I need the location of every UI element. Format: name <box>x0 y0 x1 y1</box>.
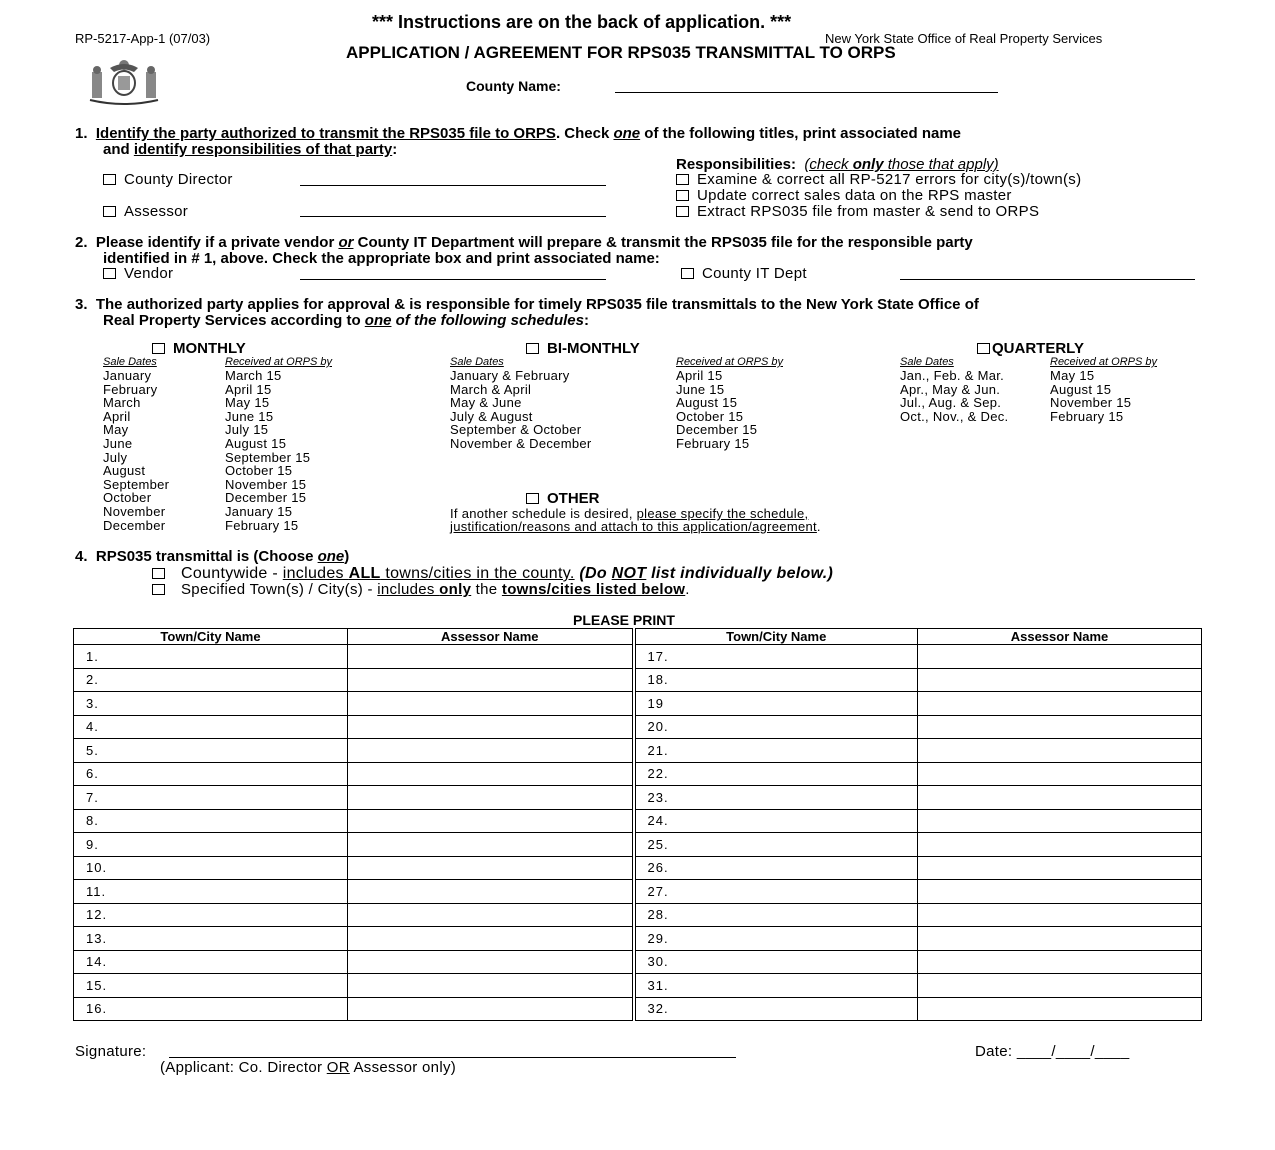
county-director-option[interactable]: County Director <box>103 171 233 188</box>
bimonthly-received-header: Received at ORPS by <box>676 356 783 368</box>
monthly-sale-date: April <box>103 408 131 424</box>
right-town-header: Town/City Name <box>634 629 918 645</box>
left-assessor-cell[interactable] <box>348 997 634 1021</box>
right-town-cell[interactable] <box>634 786 918 810</box>
right-town-cell[interactable] <box>634 974 918 998</box>
specified-checkbox[interactable] <box>152 584 165 595</box>
quarterly-received-date: February 15 <box>1050 408 1124 424</box>
row-number: 21. <box>647 742 669 758</box>
row-number: 2. <box>86 672 99 688</box>
right-assessor-cell[interactable] <box>918 739 1202 763</box>
left-assessor-cell[interactable] <box>348 762 634 786</box>
right-assessor-cell[interactable] <box>918 786 1202 810</box>
right-town-cell[interactable] <box>634 856 918 880</box>
signature-label: Signature: <box>75 1043 147 1060</box>
quarterly-sale-date: Apr., May & Jun. <box>900 381 1001 397</box>
row-number: 6. <box>86 766 99 782</box>
monthly-received-date: January 15 <box>225 504 293 519</box>
table-row <box>74 856 1202 880</box>
row-number: 25. <box>647 836 669 852</box>
left-town-cell[interactable] <box>74 715 348 739</box>
row-number: 26. <box>647 860 669 876</box>
table-row <box>74 833 1202 857</box>
left-assessor-cell[interactable] <box>348 786 634 810</box>
right-town-cell[interactable] <box>634 997 918 1021</box>
left-town-cell[interactable] <box>74 856 348 880</box>
right-assessor-cell[interactable] <box>918 668 1202 692</box>
right-assessor-header: Assessor Name <box>918 629 1202 645</box>
other-instructions: If another schedule is desired, please specify the schedule, <box>450 506 809 521</box>
table-row <box>74 786 1202 810</box>
right-assessor-cell[interactable] <box>918 974 1202 998</box>
right-assessor-cell[interactable] <box>918 715 1202 739</box>
right-town-cell[interactable] <box>634 762 918 786</box>
section1-heading: 1. Identify the party authorized to transmit the RPS035 file to ORPS. Check one of the following titles, print associated name <box>75 125 962 142</box>
monthly-received-date: September 15 <box>225 449 311 465</box>
monthly-sale-date: March <box>103 395 141 411</box>
right-assessor-cell[interactable] <box>918 833 1202 857</box>
responsibility-examine-checkbox[interactable] <box>676 174 689 185</box>
left-town-cell[interactable] <box>74 762 348 786</box>
right-town-cell[interactable] <box>634 645 918 669</box>
left-assessor-cell[interactable] <box>348 950 634 974</box>
quarterly-received-date: May 15 <box>1050 368 1095 383</box>
bimonthly-sale-date: May & June <box>450 395 522 411</box>
table-row <box>74 645 1202 669</box>
table-row <box>74 997 1202 1021</box>
quarterly-received-date: August 15 <box>1050 381 1112 397</box>
row-number: 19 <box>647 695 664 711</box>
other-option[interactable]: OTHER <box>526 490 600 507</box>
left-assessor-cell[interactable] <box>348 739 634 763</box>
responsibilities-header: Responsibilities: (check only those that apply) <box>676 156 999 173</box>
left-assessor-header: Assessor Name <box>348 629 634 645</box>
monthly-sale-date: January <box>103 368 152 383</box>
table-row <box>74 809 1202 833</box>
left-assessor-cell[interactable] <box>348 880 634 904</box>
right-assessor-cell[interactable] <box>918 997 1202 1021</box>
section2-heading: 2. Please identify if a private vendor or County IT Department will prepare & transmit the RPS035 file for the responsible party <box>75 234 973 251</box>
nys-seal-logo <box>88 58 160 106</box>
signature-field[interactable] <box>169 1057 736 1058</box>
section4-heading: 4. RPS035 transmittal is (Choose one) <box>75 548 350 565</box>
right-town-cell[interactable] <box>634 880 918 904</box>
section3-heading-line2: Real Property Services according to one of the following schedules: <box>103 312 589 329</box>
assessor-option[interactable]: Assessor <box>103 203 188 220</box>
row-number: 12. <box>86 907 108 923</box>
vendor-checkbox[interactable] <box>103 268 116 279</box>
quarterly-received-header: Received at ORPS by <box>1050 356 1157 368</box>
bimonthly-sale-date: July & August <box>450 408 533 424</box>
assessor-name-field[interactable] <box>300 216 606 217</box>
left-town-cell[interactable] <box>74 903 348 927</box>
bimonthly-received-date: August 15 <box>676 395 738 411</box>
left-assessor-cell[interactable] <box>348 833 634 857</box>
right-town-cell[interactable] <box>634 668 918 692</box>
quarterly-sale-date: Jul., Aug. & Sep. <box>900 395 1002 411</box>
right-assessor-cell[interactable] <box>918 692 1202 716</box>
left-town-cell[interactable] <box>74 833 348 857</box>
right-town-cell[interactable] <box>634 692 918 716</box>
table-row <box>74 927 1202 951</box>
responsibility-examine[interactable]: Examine & correct all RP-5217 errors for city(s)/town(s) <box>676 171 1081 188</box>
table-row <box>74 950 1202 974</box>
right-assessor-cell[interactable] <box>918 645 1202 669</box>
right-assessor-cell[interactable] <box>918 762 1202 786</box>
bimonthly-sale-date: January & February <box>450 368 570 383</box>
bimonthly-option[interactable]: BI-MONTHLY <box>526 340 640 357</box>
form-title: APPLICATION / AGREEMENT FOR RPS035 TRANSMITTAL TO ORPS <box>346 43 896 62</box>
monthly-sale-date: July <box>103 449 128 465</box>
row-number: 23. <box>647 789 669 805</box>
left-town-cell[interactable] <box>74 927 348 951</box>
table-row <box>74 974 1202 998</box>
row-number: 1. <box>86 648 99 664</box>
monthly-sale-date: May <box>103 422 129 438</box>
row-number: 16. <box>86 1001 108 1017</box>
responsibility-update[interactable]: Update correct sales data on the RPS master <box>676 187 1012 204</box>
row-number: 29. <box>647 930 669 946</box>
row-number: 13. <box>86 930 108 946</box>
date-field[interactable] <box>975 1043 1129 1060</box>
left-town-cell[interactable] <box>74 739 348 763</box>
countywide-option[interactable]: Countywide - includes ALL towns/cities in the county. (Do NOT list individually below.) <box>152 565 833 583</box>
monthly-received-date: October 15 <box>225 463 293 479</box>
left-town-cell[interactable] <box>74 880 348 904</box>
quarterly-sale-dates-header: Sale Dates <box>900 356 954 368</box>
section1-heading-line2: and identify responsibilities of that party: <box>103 141 398 158</box>
right-town-cell[interactable] <box>634 903 918 927</box>
monthly-sale-date: September <box>103 476 170 492</box>
left-town-cell[interactable] <box>74 668 348 692</box>
right-assessor-cell[interactable] <box>918 880 1202 904</box>
date-blanks[interactable]: ____/____/____ <box>1016 1043 1130 1060</box>
bimonthly-received-date: February 15 <box>676 436 750 451</box>
bimonthly-sale-date: November & December <box>450 436 592 451</box>
right-assessor-cell[interactable] <box>918 950 1202 974</box>
please-print-caption: PLEASE PRINT <box>573 612 675 628</box>
county-it-checkbox[interactable] <box>681 268 694 279</box>
bimonthly-sale-date: September & October <box>450 422 582 438</box>
left-town-cell[interactable] <box>74 692 348 716</box>
quarterly-checkbox[interactable] <box>977 343 990 354</box>
county-director-checkbox[interactable] <box>103 174 116 185</box>
vendor-option[interactable]: Vendor <box>103 265 173 282</box>
quarterly-sale-date: Jan., Feb. & Mar. <box>900 368 1005 383</box>
responsibility-extract[interactable]: Extract RPS035 file from master & send to ORPS <box>676 203 1039 220</box>
bimonthly-sale-dates-header: Sale Dates <box>450 356 504 368</box>
left-assessor-cell[interactable] <box>348 927 634 951</box>
quarterly-received-date: November 15 <box>1050 395 1132 411</box>
row-number: 9. <box>86 836 99 852</box>
monthly-sale-date: August <box>103 463 146 479</box>
form-number: RP-5217-App-1 (07/03) <box>75 31 211 46</box>
county-it-name-field[interactable] <box>900 279 1195 280</box>
quarterly-sale-date: Oct., Nov., & Dec. <box>900 408 1009 424</box>
right-assessor-cell[interactable] <box>918 927 1202 951</box>
right-town-cell[interactable] <box>634 833 918 857</box>
monthly-sale-date: November <box>103 504 166 519</box>
left-town-cell[interactable] <box>74 645 348 669</box>
assessor-checkbox[interactable] <box>103 206 116 217</box>
table-row <box>74 739 1202 763</box>
responsibility-update-checkbox[interactable] <box>676 190 689 201</box>
county-name-field[interactable] <box>615 92 998 93</box>
bimonthly-received-date: April 15 <box>676 368 723 383</box>
left-assessor-cell[interactable] <box>348 692 634 716</box>
town-assessor-table <box>73 628 1202 1021</box>
table-row <box>74 762 1202 786</box>
other-checkbox[interactable] <box>526 493 539 504</box>
monthly-received-date: November 15 <box>225 476 307 492</box>
monthly-sale-date: October <box>103 490 152 506</box>
section3-heading: 3. The authorized party applies for approval & is responsible for timely RPS035 file transmittals to the New York State Office of <box>75 296 979 313</box>
instructions-note: *** Instructions are on the back of application. *** <box>372 12 792 32</box>
left-assessor-cell[interactable] <box>348 715 634 739</box>
row-number: 3. <box>86 695 99 711</box>
right-town-cell[interactable] <box>634 809 918 833</box>
monthly-sale-date: February <box>103 381 158 397</box>
left-assessor-cell[interactable] <box>348 809 634 833</box>
table-row <box>74 880 1202 904</box>
county-director-name-field[interactable] <box>300 185 606 186</box>
monthly-received-date: December 15 <box>225 490 307 506</box>
left-town-cell[interactable] <box>74 809 348 833</box>
table-row <box>74 692 1202 716</box>
bimonthly-checkbox[interactable] <box>526 343 539 354</box>
right-assessor-cell[interactable] <box>918 809 1202 833</box>
monthly-received-date: July 15 <box>225 422 269 438</box>
left-assessor-cell[interactable] <box>348 645 634 669</box>
left-assessor-cell[interactable] <box>348 668 634 692</box>
row-number: 14. <box>86 954 108 970</box>
bimonthly-received-date: December 15 <box>676 422 758 438</box>
left-assessor-cell[interactable] <box>348 903 634 927</box>
right-town-cell[interactable] <box>634 739 918 763</box>
row-number: 15. <box>86 977 108 993</box>
row-number: 20. <box>647 719 669 735</box>
left-town-cell[interactable] <box>74 950 348 974</box>
left-assessor-cell[interactable] <box>348 974 634 998</box>
right-town-cell[interactable] <box>634 715 918 739</box>
other-instructions-line2: justification/reasons and attach to this application/agreement. <box>450 519 821 534</box>
countywide-checkbox[interactable] <box>152 568 165 579</box>
county-name-label: County Name: <box>466 78 561 94</box>
row-number: 32. <box>647 1001 669 1017</box>
right-town-cell[interactable] <box>634 950 918 974</box>
monthly-received-date: March 15 <box>225 368 282 383</box>
monthly-checkbox[interactable] <box>152 343 165 354</box>
row-number: 27. <box>647 883 669 899</box>
bimonthly-sale-date: March & April <box>450 381 532 397</box>
right-assessor-cell[interactable] <box>918 903 1202 927</box>
row-number: 17. <box>647 648 669 664</box>
monthly-sale-dates-header: Sale Dates <box>103 356 157 368</box>
row-number: 30. <box>647 954 669 970</box>
monthly-sale-date: December <box>103 517 166 533</box>
table-row <box>74 715 1202 739</box>
monthly-received-header: Received at ORPS by <box>225 356 332 368</box>
row-number: 24. <box>647 813 669 829</box>
row-number: 7. <box>86 789 99 805</box>
responsibility-extract-checkbox[interactable] <box>676 206 689 217</box>
right-town-cell[interactable] <box>634 927 918 951</box>
monthly-received-date: May 15 <box>225 395 270 411</box>
row-number: 8. <box>86 813 99 829</box>
specified-option[interactable]: Specified Town(s) / City(s) - includes only the towns/cities listed below. <box>152 581 690 598</box>
date-label: Date: <box>975 1043 1013 1060</box>
monthly-received-date: August 15 <box>225 436 287 451</box>
row-number: 22. <box>647 766 669 782</box>
monthly-option[interactable]: MONTHLY <box>152 340 246 357</box>
bimonthly-received-date: October 15 <box>676 408 744 424</box>
quarterly-option[interactable]: QUARTERLY <box>977 340 1084 357</box>
table-row <box>74 903 1202 927</box>
left-assessor-cell[interactable] <box>348 856 634 880</box>
left-town-cell[interactable] <box>74 974 348 998</box>
section2-heading-line2: identified in # 1, above. Check the appropriate box and print associated name: <box>103 250 660 267</box>
vendor-name-field[interactable] <box>300 279 606 280</box>
row-number: 18. <box>647 672 669 688</box>
monthly-sale-date: June <box>103 436 133 451</box>
county-it-option[interactable]: County IT Dept <box>681 265 807 282</box>
left-town-cell[interactable] <box>74 997 348 1021</box>
agency-name: New York State Office of Real Property Services <box>825 31 1103 46</box>
monthly-received-date: June 15 <box>225 408 274 424</box>
left-town-cell[interactable] <box>74 786 348 810</box>
row-number: 10. <box>86 860 108 876</box>
right-assessor-cell[interactable] <box>918 856 1202 880</box>
row-number: 5. <box>86 742 99 758</box>
monthly-received-date: April 15 <box>225 381 272 397</box>
left-town-header: Town/City Name <box>74 629 348 645</box>
monthly-received-date: February 15 <box>225 517 299 533</box>
row-number: 4. <box>86 719 99 735</box>
row-number: 28. <box>647 907 669 923</box>
applicant-note: (Applicant: Co. Director OR Assessor only) <box>160 1059 457 1076</box>
row-number: 31. <box>647 977 669 993</box>
bimonthly-received-date: June 15 <box>676 381 725 397</box>
row-number: 11. <box>86 883 107 899</box>
table-row <box>74 668 1202 692</box>
